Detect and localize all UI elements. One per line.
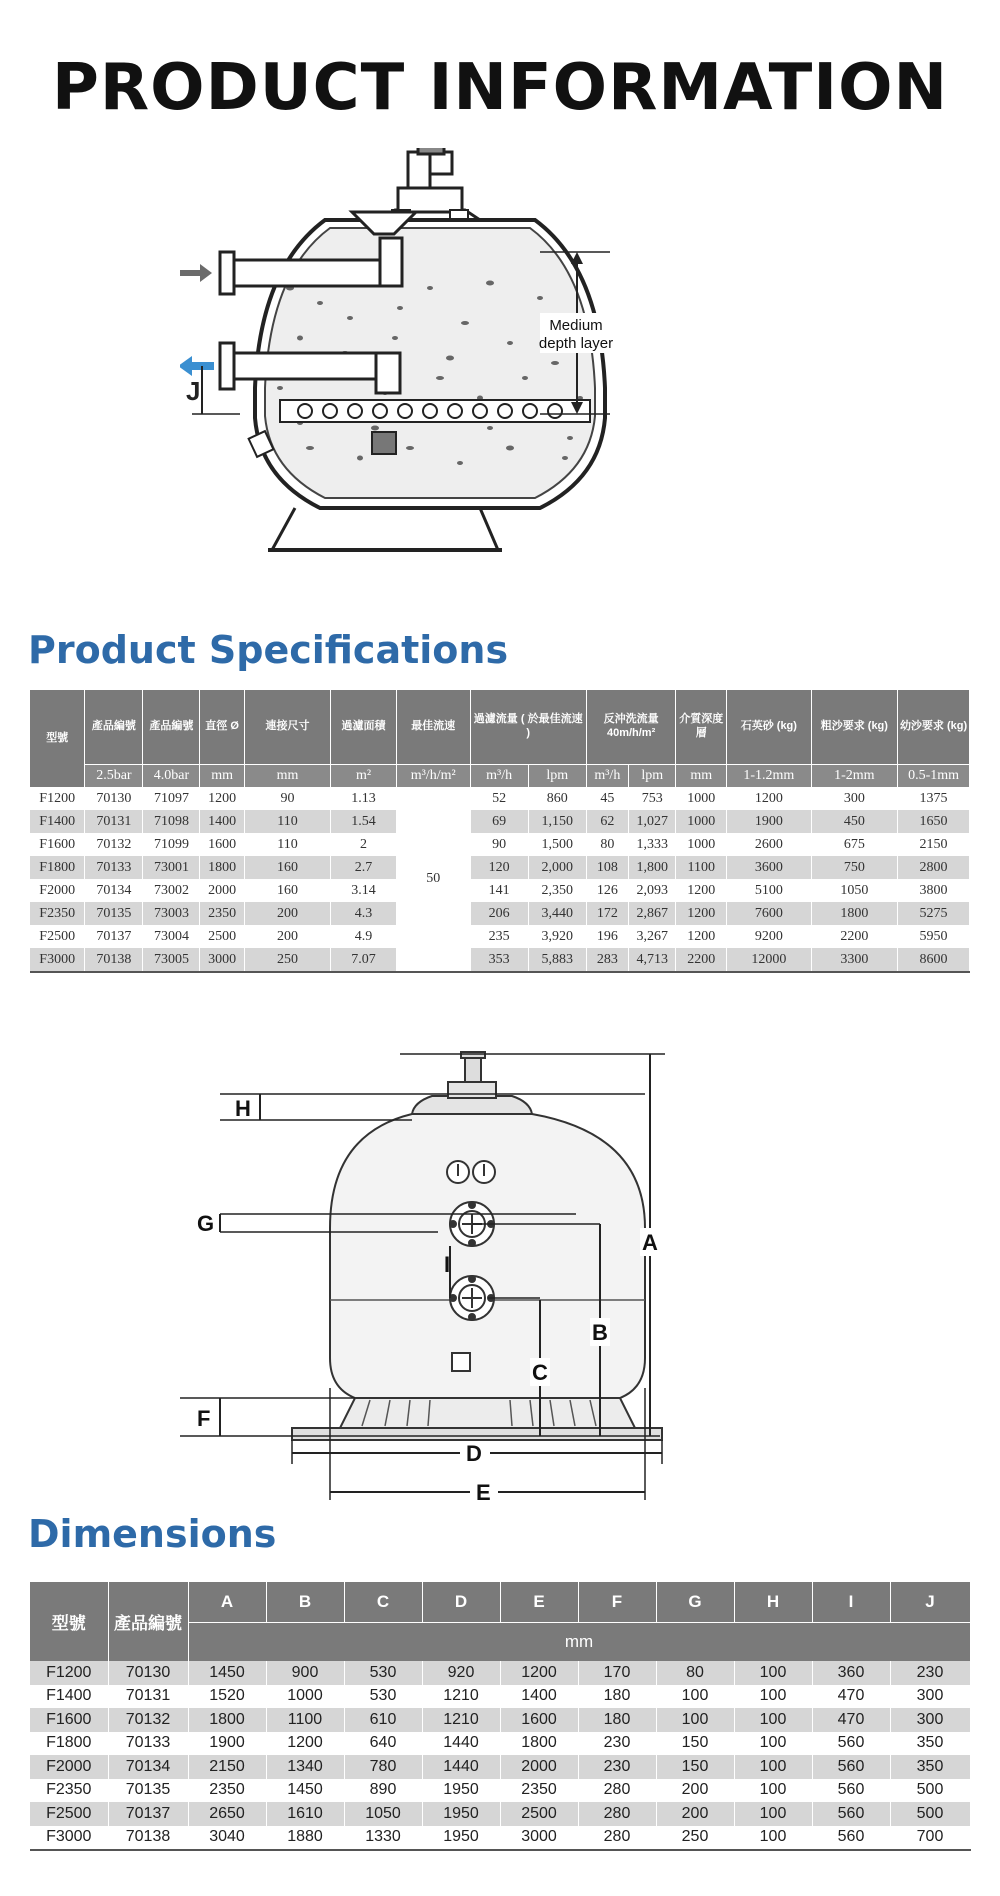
drain-icon [452, 1353, 470, 1371]
spec-cell: 1000 [676, 787, 727, 810]
dim-cell: 640 [344, 1732, 422, 1756]
spec-cell: 2 [331, 833, 396, 856]
spec-cell: 73004 [143, 925, 200, 948]
spec-header-depth: 介質深度層 [676, 690, 727, 765]
dim-cell: 150 [656, 1732, 734, 1756]
dim-cell: 80 [656, 1661, 734, 1685]
dim-cell: 70131 [108, 1685, 188, 1709]
spec-cell: 73001 [143, 856, 200, 879]
spec-unit-cell: m² [331, 765, 396, 788]
dim-cell: 100 [656, 1708, 734, 1732]
dim-cell: 470 [812, 1685, 890, 1709]
spec-unit-cell: mm [200, 765, 244, 788]
spec-cell: 450 [811, 810, 898, 833]
dim-label-f: F [197, 1406, 211, 1431]
spec-cell: 3300 [811, 948, 898, 972]
spec-cell: 2.7 [331, 856, 396, 879]
spec-cell: 1000 [676, 810, 727, 833]
dim-cell: 560 [812, 1802, 890, 1826]
spec-cell: 4,713 [628, 948, 676, 972]
spec-unit-cell: 0.5-1mm [898, 765, 970, 788]
spec-cell: 69 [470, 810, 528, 833]
spec-cell: 3,920 [528, 925, 586, 948]
spec-cell: 71098 [143, 810, 200, 833]
dim-cell: 1210 [422, 1708, 500, 1732]
spec-unit-cell: 1-2mm [811, 765, 898, 788]
spec-table [30, 690, 970, 973]
spec-cell: 300 [811, 787, 898, 810]
spec-cell: 200 [244, 925, 331, 948]
dim-header-letter: G [656, 1582, 734, 1623]
tank-body [330, 1114, 645, 1398]
dim-header-letter: A [188, 1582, 266, 1623]
dim-cell: 1950 [422, 1826, 500, 1851]
spec-cell: 3800 [898, 879, 970, 902]
spec-cell: 1,027 [628, 810, 676, 833]
spec-cell: 70137 [85, 925, 143, 948]
dim-cell: F1200 [30, 1661, 108, 1685]
dim-cell: 500 [890, 1779, 970, 1803]
spec-cell: 2000 [200, 879, 244, 902]
dim-cell: 100 [734, 1755, 812, 1779]
dim-cell: 170 [578, 1661, 656, 1685]
dim-header-code: 產品編號 [108, 1582, 188, 1661]
table-row [30, 1826, 970, 1851]
dim-cell: 100 [734, 1802, 812, 1826]
spec-header-diameter: 直徑 Ø [200, 690, 244, 765]
spec-cell: 141 [470, 879, 528, 902]
spec-cell: 3.14 [331, 879, 396, 902]
dim-cell: 900 [266, 1661, 344, 1685]
dim-cell: 2500 [500, 1802, 578, 1826]
tank-legs [272, 508, 498, 550]
dim-header-letter: F [578, 1582, 656, 1623]
dim-cell: 530 [344, 1685, 422, 1709]
table-row [30, 810, 970, 833]
spec-cell: 90 [470, 833, 528, 856]
dim-header-letter: E [500, 1582, 578, 1623]
spec-unit-cell: mm [676, 765, 727, 788]
dim-cell: 1200 [500, 1661, 578, 1685]
spec-cell: 3,267 [628, 925, 676, 948]
dim-label-b: B [592, 1320, 608, 1345]
spec-cell: 4.9 [331, 925, 396, 948]
spec-cell: 160 [244, 879, 331, 902]
spec-cell: 70133 [85, 856, 143, 879]
spec-header-quartz: 石英砂 (kg) [727, 690, 811, 765]
dim-cell: 1210 [422, 1685, 500, 1709]
spec-header-fine: 幼沙要求 (kg) [898, 690, 970, 765]
spec-cell: 206 [470, 902, 528, 925]
spec-cell: 70132 [85, 833, 143, 856]
table-row [30, 925, 970, 948]
spec-cell: 7.07 [331, 948, 396, 972]
top-valve-icon [408, 148, 452, 188]
spec-cell: 126 [586, 879, 628, 902]
spec-cell: 110 [244, 810, 331, 833]
dim-heading: Dimensions [28, 1512, 277, 1556]
dim-header-letter: C [344, 1582, 422, 1623]
table-row [30, 948, 970, 972]
spec-cell: 9200 [727, 925, 811, 948]
spec-header-model: 型號 [30, 690, 85, 787]
dim-cell: 180 [578, 1708, 656, 1732]
spec-cell: 1.54 [331, 810, 396, 833]
spec-cell: 2,093 [628, 879, 676, 902]
spec-cell: 90 [244, 787, 331, 810]
dim-cell: F1800 [30, 1732, 108, 1756]
spec-cell: 70138 [85, 948, 143, 972]
spec-header-flow: 過濾流量 ( 於最佳流速 ) [470, 690, 586, 765]
dim-cell: 70138 [108, 1826, 188, 1851]
spec-cell: F1400 [30, 810, 85, 833]
dim-cell: 1200 [266, 1732, 344, 1756]
spec-heading: Product Specifications [28, 628, 509, 672]
spec-unit-cell: mm [244, 765, 331, 788]
dim-cell: 610 [344, 1708, 422, 1732]
spec-unit-cell: m³/h [470, 765, 528, 788]
spec-unit-cell: m³/h [586, 765, 628, 788]
dim-cell: 500 [890, 1802, 970, 1826]
spec-cell: 3000 [200, 948, 244, 972]
spec-cell: 1375 [898, 787, 970, 810]
table-row [30, 856, 970, 879]
spec-cell: 45 [586, 787, 628, 810]
dim-cell: 180 [578, 1685, 656, 1709]
dim-label-h: H [235, 1096, 251, 1121]
lateral-collector [280, 400, 590, 422]
spec-header-row-1 [30, 690, 970, 765]
dim-cell: 230 [578, 1755, 656, 1779]
dim-cell: F1400 [30, 1685, 108, 1709]
spec-cell: F1800 [30, 856, 85, 879]
spec-header-area: 過濾面積 [331, 690, 396, 765]
lower-port-icon [450, 1276, 494, 1320]
spec-header-coarse: 粗沙要求 (kg) [811, 690, 898, 765]
spec-cell: 860 [528, 787, 586, 810]
dim-cell: 560 [812, 1826, 890, 1851]
spec-cell: F3000 [30, 948, 85, 972]
dim-table [30, 1582, 971, 1851]
dim-cell: 470 [812, 1708, 890, 1732]
dim-cell: 560 [812, 1732, 890, 1756]
spec-cell: 5100 [727, 879, 811, 902]
dim-cell: 250 [656, 1826, 734, 1851]
spec-cell: 2600 [727, 833, 811, 856]
table-row [30, 1779, 970, 1803]
spec-cell: F1600 [30, 833, 85, 856]
dim-cell: 100 [734, 1826, 812, 1851]
spec-cell: 73005 [143, 948, 200, 972]
page-title: PRODUCT INFORMATION [51, 51, 949, 125]
dim-header-row-1 [30, 1582, 970, 1623]
spec-cell: 120 [470, 856, 528, 879]
spec-cell: 1.13 [331, 787, 396, 810]
spec-cell: F2500 [30, 925, 85, 948]
spec-cell: 12000 [727, 948, 811, 972]
table-row [30, 1755, 970, 1779]
spec-cell: 353 [470, 948, 528, 972]
dim-cell: 100 [734, 1708, 812, 1732]
dim-cell: 100 [734, 1661, 812, 1685]
dim-cell: F3000 [30, 1826, 108, 1851]
spec-cell: 73003 [143, 902, 200, 925]
dim-cell: 890 [344, 1779, 422, 1803]
dim-cell: 1900 [188, 1732, 266, 1756]
dim-cell: 1800 [500, 1732, 578, 1756]
spec-header-code-25: 產品編號 [85, 690, 143, 765]
dim-cell: 1520 [188, 1685, 266, 1709]
dim-cell: 70132 [108, 1708, 188, 1732]
spec-cell: 2200 [676, 948, 727, 972]
spec-cell: 250 [244, 948, 331, 972]
dim-cell: 350 [890, 1755, 970, 1779]
dim-cell: 360 [812, 1661, 890, 1685]
spec-header-speed: 最佳流速 [396, 690, 470, 765]
spec-cell: 73002 [143, 879, 200, 902]
spec-cell: 1000 [676, 833, 727, 856]
dim-cell: 230 [890, 1661, 970, 1685]
dim-header-letter: H [734, 1582, 812, 1623]
table-row [30, 1661, 970, 1685]
filter-dimension-diagram [180, 1048, 820, 1508]
dim-cell: 1950 [422, 1802, 500, 1826]
dim-header-letter: I [812, 1582, 890, 1623]
spec-cell: 200 [244, 902, 331, 925]
spec-cell: 5,883 [528, 948, 586, 972]
dim-cell: 1440 [422, 1732, 500, 1756]
spec-unit-cell: 4.0bar [143, 765, 200, 788]
spec-cell: 750 [811, 856, 898, 879]
dim-cell: 1600 [500, 1708, 578, 1732]
spec-cell: 2350 [200, 902, 244, 925]
dim-header-letter: D [422, 1582, 500, 1623]
spec-cell: 160 [244, 856, 331, 879]
dim-cell: 1440 [422, 1755, 500, 1779]
spec-cell: 1900 [727, 810, 811, 833]
dim-cell: 560 [812, 1779, 890, 1803]
spec-cell: 1,800 [628, 856, 676, 879]
dim-cell: 780 [344, 1755, 422, 1779]
spec-cell: 108 [586, 856, 628, 879]
dim-cell: 100 [656, 1685, 734, 1709]
dim-cell: 1000 [266, 1685, 344, 1709]
dim-cell: 2150 [188, 1755, 266, 1779]
dim-cell: 300 [890, 1685, 970, 1709]
dim-cell: 70130 [108, 1661, 188, 1685]
spec-cell: 2800 [898, 856, 970, 879]
dim-cell: 1050 [344, 1802, 422, 1826]
spec-cell: 5275 [898, 902, 970, 925]
dim-cell: 2350 [188, 1779, 266, 1803]
dim-cell: 100 [734, 1779, 812, 1803]
spec-unit-cell: lpm [528, 765, 586, 788]
dim-cell: 1450 [266, 1779, 344, 1803]
dim-cell: 280 [578, 1826, 656, 1851]
spec-header-connection: 連接尺寸 [244, 690, 331, 765]
dim-cell: 70137 [108, 1802, 188, 1826]
dim-cell: F2350 [30, 1779, 108, 1803]
dim-cell: 560 [812, 1755, 890, 1779]
table-row [30, 879, 970, 902]
dim-cell: 200 [656, 1779, 734, 1803]
dim-cell: 1450 [188, 1661, 266, 1685]
spec-cell: 62 [586, 810, 628, 833]
spec-cell: 70135 [85, 902, 143, 925]
spec-cell: 2500 [200, 925, 244, 948]
spec-cell: 3,440 [528, 902, 586, 925]
spec-cell: 5950 [898, 925, 970, 948]
dim-cell: 70133 [108, 1732, 188, 1756]
dim-cell: 2350 [500, 1779, 578, 1803]
table-row [30, 833, 970, 856]
spec-cell: 1800 [811, 902, 898, 925]
spec-cell: 110 [244, 833, 331, 856]
spec-header-code-40: 產品編號 [143, 690, 200, 765]
spec-cell: 3600 [727, 856, 811, 879]
spec-unit-cell: 2.5bar [85, 765, 143, 788]
spec-cell: 1400 [200, 810, 244, 833]
spec-cell: 4.3 [331, 902, 396, 925]
dim-cell: 700 [890, 1826, 970, 1851]
spec-cell: 1,333 [628, 833, 676, 856]
dim-cell: F2000 [30, 1755, 108, 1779]
dim-header-letter: J [890, 1582, 970, 1623]
outlet-arrow-icon [180, 356, 214, 376]
spec-cell: 1600 [200, 833, 244, 856]
spec-cell: 7600 [727, 902, 811, 925]
spec-unit-cell: m³/h/m² [396, 765, 470, 788]
spec-cell: 172 [586, 902, 628, 925]
spec-cell: F2350 [30, 902, 85, 925]
dim-cell: 300 [890, 1708, 970, 1732]
spec-cell: 235 [470, 925, 528, 948]
dim-label-g: G [197, 1211, 215, 1236]
dim-cell: 2000 [500, 1755, 578, 1779]
dim-cell: 280 [578, 1779, 656, 1803]
dim-cell: 100 [734, 1685, 812, 1709]
spec-cell: 675 [811, 833, 898, 856]
spec-cell: 283 [586, 948, 628, 972]
dim-cell: 150 [656, 1755, 734, 1779]
dim-cell: 1610 [266, 1802, 344, 1826]
dim-cell: 350 [890, 1732, 970, 1756]
spec-cell: 2,350 [528, 879, 586, 902]
spec-cell: 70130 [85, 787, 143, 810]
dim-cell: 1880 [266, 1826, 344, 1851]
spec-cell: 70131 [85, 810, 143, 833]
dim-cell: 200 [656, 1802, 734, 1826]
spec-unit-cell: 1-1.2mm [727, 765, 811, 788]
filter-cutaway-diagram [180, 148, 780, 598]
dim-label-a: A [642, 1230, 658, 1255]
spec-cell: 1100 [676, 856, 727, 879]
spec-cell: F2000 [30, 879, 85, 902]
dim-cell: 3040 [188, 1826, 266, 1851]
table-row [30, 1708, 970, 1732]
spec-unit-cell: lpm [628, 765, 676, 788]
dim-header-model: 型號 [30, 1582, 108, 1661]
spec-header-backwash: 反沖洗流量 40m/h/m² [586, 690, 676, 765]
lid-top [398, 188, 462, 212]
dim-label-d: D [466, 1441, 482, 1466]
spec-cell: 196 [586, 925, 628, 948]
depth-label-line1: Medium [549, 317, 603, 334]
spec-cell: 2,000 [528, 856, 586, 879]
dim-cell: 1100 [266, 1708, 344, 1732]
table-row [30, 902, 970, 925]
spec-cell: 1200 [727, 787, 811, 810]
dim-cell: 1330 [344, 1826, 422, 1851]
spec-cell: 1650 [898, 810, 970, 833]
spec-cell: 80 [586, 833, 628, 856]
spec-cell: 1,150 [528, 810, 586, 833]
spec-cell: 1200 [200, 787, 244, 810]
table-row [30, 787, 970, 810]
spec-cell: 753 [628, 787, 676, 810]
dim-cell: 70135 [108, 1779, 188, 1803]
dim-header-letter: B [266, 1582, 344, 1623]
dim-cell: 100 [734, 1732, 812, 1756]
dim-cell: 920 [422, 1661, 500, 1685]
dim-cell: 2650 [188, 1802, 266, 1826]
dim-cell: 280 [578, 1802, 656, 1826]
spec-cell: 2150 [898, 833, 970, 856]
dim-cell: F2500 [30, 1802, 108, 1826]
spec-cell: 71097 [143, 787, 200, 810]
dim-cell: 530 [344, 1661, 422, 1685]
spec-cell: 1200 [676, 879, 727, 902]
spec-merged-speed: 50 [396, 787, 470, 972]
spec-cell: 1200 [676, 925, 727, 948]
spec-cell: F1200 [30, 787, 85, 810]
table-row [30, 1802, 970, 1826]
spec-cell: 1,500 [528, 833, 586, 856]
spec-cell: 1200 [676, 902, 727, 925]
spec-cell: 70134 [85, 879, 143, 902]
inlet-arrow-icon [180, 264, 212, 282]
spec-cell: 8600 [898, 948, 970, 972]
dim-cell: 230 [578, 1732, 656, 1756]
spec-cell: 2,867 [628, 902, 676, 925]
spec-cell: 2200 [811, 925, 898, 948]
dim-label-i: I [444, 1252, 451, 1277]
dim-cell: 70134 [108, 1755, 188, 1779]
table-row [30, 1732, 970, 1756]
dim-label-e: E [476, 1480, 491, 1505]
dim-header-unit: mm [188, 1623, 970, 1662]
dim-cell: 1800 [188, 1708, 266, 1732]
dim-cell: F1600 [30, 1708, 108, 1732]
j-label: J [186, 376, 201, 406]
spec-cell: 52 [470, 787, 528, 810]
spec-header-row-2 [30, 765, 970, 788]
dim-cell: 1400 [500, 1685, 578, 1709]
top-valve-icon [461, 1052, 485, 1082]
spec-cell: 1800 [200, 856, 244, 879]
dim-label-c: C [532, 1360, 548, 1385]
dim-cell: 1340 [266, 1755, 344, 1779]
dim-cell: 1950 [422, 1779, 500, 1803]
dim-cell: 3000 [500, 1826, 578, 1851]
spec-cell: 71099 [143, 833, 200, 856]
table-row [30, 1685, 970, 1709]
depth-label-line2: depth layer [538, 335, 614, 352]
spec-cell: 1050 [811, 879, 898, 902]
